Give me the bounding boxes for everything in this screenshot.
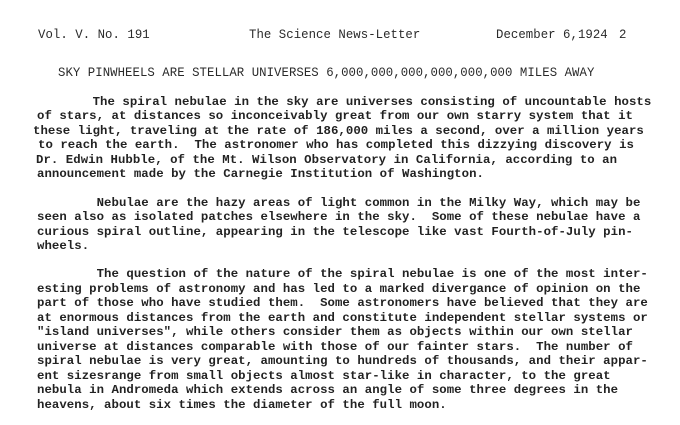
paragraph-line: seen also as isolated patches elsewhere in the sky. Some of these nebulae have a bbox=[37, 210, 641, 224]
paragraph-line: ent sizesrange from small objects almost star-like in character, to the great bbox=[37, 369, 611, 383]
paragraph-line: curious spiral outline, appearing in the telescope like vast Fourth-of-July pin- bbox=[37, 225, 633, 239]
issue-date: December 6,1924 bbox=[496, 28, 608, 42]
paragraph-line: Dr. Edwin Hubble, of the Mt. Wilson Observatory in California, according to an bbox=[36, 153, 618, 167]
paragraph-line: spiral nebulae is very great, amounting to hundreds of thousands, and their appar- bbox=[37, 354, 648, 368]
paragraph-line: The question of the nature of the spiral nebulae is one of the most inter- bbox=[37, 267, 648, 281]
paragraph-line: to reach the earth. The astronomer who has completed this dizzying discovery is bbox=[38, 138, 634, 152]
paragraph-line: announcement made by the Carnegie Institution of Washington. bbox=[37, 167, 484, 181]
page-number: 2 bbox=[619, 28, 627, 42]
volume-number: Vol. V. No. 191 bbox=[38, 28, 150, 42]
paragraph-line: universe at distances comparable with those of our fainter stars. The number of bbox=[37, 340, 633, 354]
paragraph-line: wheels. bbox=[37, 239, 90, 253]
paragraph-line: esting problems of astronomy and has led to a marked divergance of opinion on the bbox=[37, 282, 641, 296]
paragraph-line: Nebulae are the hazy areas of light common in the Milky Way, which may be bbox=[37, 196, 641, 210]
paragraph-line: "island universes", while others consider them as objects within our own stellar bbox=[37, 325, 633, 339]
paragraph-line: these light, traveling at the rate of 186,000 miles a second, over a million years bbox=[33, 124, 644, 138]
paragraph-line: part of those who have studied them. Some astronomers have believed that they are bbox=[37, 296, 648, 310]
paragraph-line: heavens, about six times the diameter of the full moon. bbox=[37, 398, 447, 412]
paragraph-line: The spiral nebulae in the sky are universes consisting of uncountable hosts bbox=[33, 95, 652, 109]
article-headline: SKY PINWHEELS ARE STELLAR UNIVERSES 6,000,000,000,000,000,000 MILES AWAY bbox=[58, 66, 595, 80]
paragraph-line: at enormous distances from the earth and constitute independent stellar systems or bbox=[37, 311, 648, 325]
paragraph-line: of stars, at distances so inconceivably great from our own starry system that it bbox=[37, 109, 633, 123]
publication-title: The Science News-Letter bbox=[249, 28, 421, 42]
paragraph-line: nebula in Andromeda which extends across an angle of some three degrees in the bbox=[37, 383, 619, 397]
